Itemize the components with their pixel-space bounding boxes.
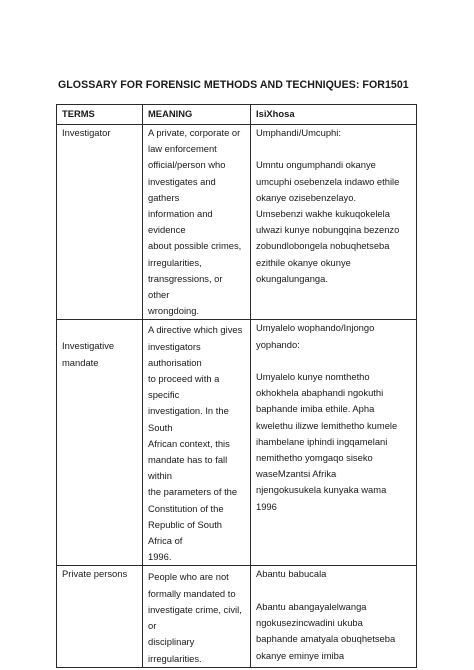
header-isixhosa: IsiXhosa	[251, 105, 417, 125]
isixhosa-cell	[251, 320, 417, 566]
document-title: GLOSSARY FOR FORENSIC METHODS AND TECHNIQUES: FOR1501	[58, 79, 409, 91]
table-row	[57, 566, 417, 667]
term-text: Investigative mandate	[62, 340, 115, 368]
term-cell	[57, 566, 143, 667]
isixhosa-text: Umphandi/Umcuphi: Umntu ongumphandi okanye umcuphi osebenzela indawo ethile okanye ozisebenzelayo. Umsebenzi wakhe kukuqokelela ulwazi kunye nobungqina bezenzo zobundlobongela nobuqhetseba ezithile okanye okunye okungalunganga.	[256, 127, 400, 284]
glossary-table	[56, 104, 417, 668]
table-header-row	[57, 105, 417, 125]
isixhosa-cell	[251, 566, 417, 667]
term-text: Private persons	[62, 568, 128, 580]
meaning-text: A private, corporate or law enforcement official/person who investigates and gathers information and evidence about possible crimes, irregularities, transgressions, or other wrongdoing.	[148, 127, 242, 317]
table-row	[57, 320, 417, 566]
meaning-text: People who are not formally mandated to investigate crime, civil, or disciplinary irregularities.	[148, 571, 242, 664]
isixhosa-text: Umyalelo wophando/Injongo yophando: Umyalelo kunye nomthetho okhokhela abaphandi ngokuthi baphande imiba ethile. Apha kwelethu ilizwe lemithetho kumele ihambelane iphindi ingqamelani nemithetho yomgaqo siseko waseMzantsi Afrika njengokusukela kunyaka wama 1996	[256, 322, 398, 512]
meaning-text: A directive which gives investigators authorisation to proceed with a specific investigation. In the South African context, this mandate has to fall within the parameters of the Constitution of the Republic of South Africa of 1996.	[148, 324, 243, 563]
isixhosa-cell	[251, 125, 417, 320]
meaning-cell	[143, 566, 251, 667]
term-cell	[57, 320, 143, 566]
meaning-cell	[143, 320, 251, 566]
header-meaning: MEANING	[143, 105, 251, 125]
table-row	[57, 125, 417, 320]
header-terms: TERMS	[57, 105, 143, 125]
isixhosa-text: Abantu babucala Abantu abangayalelwanga ngokusezincwadini ukuba baphande amatyala obuqhetseba okanye eminye imiba	[256, 568, 396, 661]
term-cell	[57, 125, 143, 320]
meaning-cell	[143, 125, 251, 320]
term-text: Investigator	[62, 127, 111, 138]
